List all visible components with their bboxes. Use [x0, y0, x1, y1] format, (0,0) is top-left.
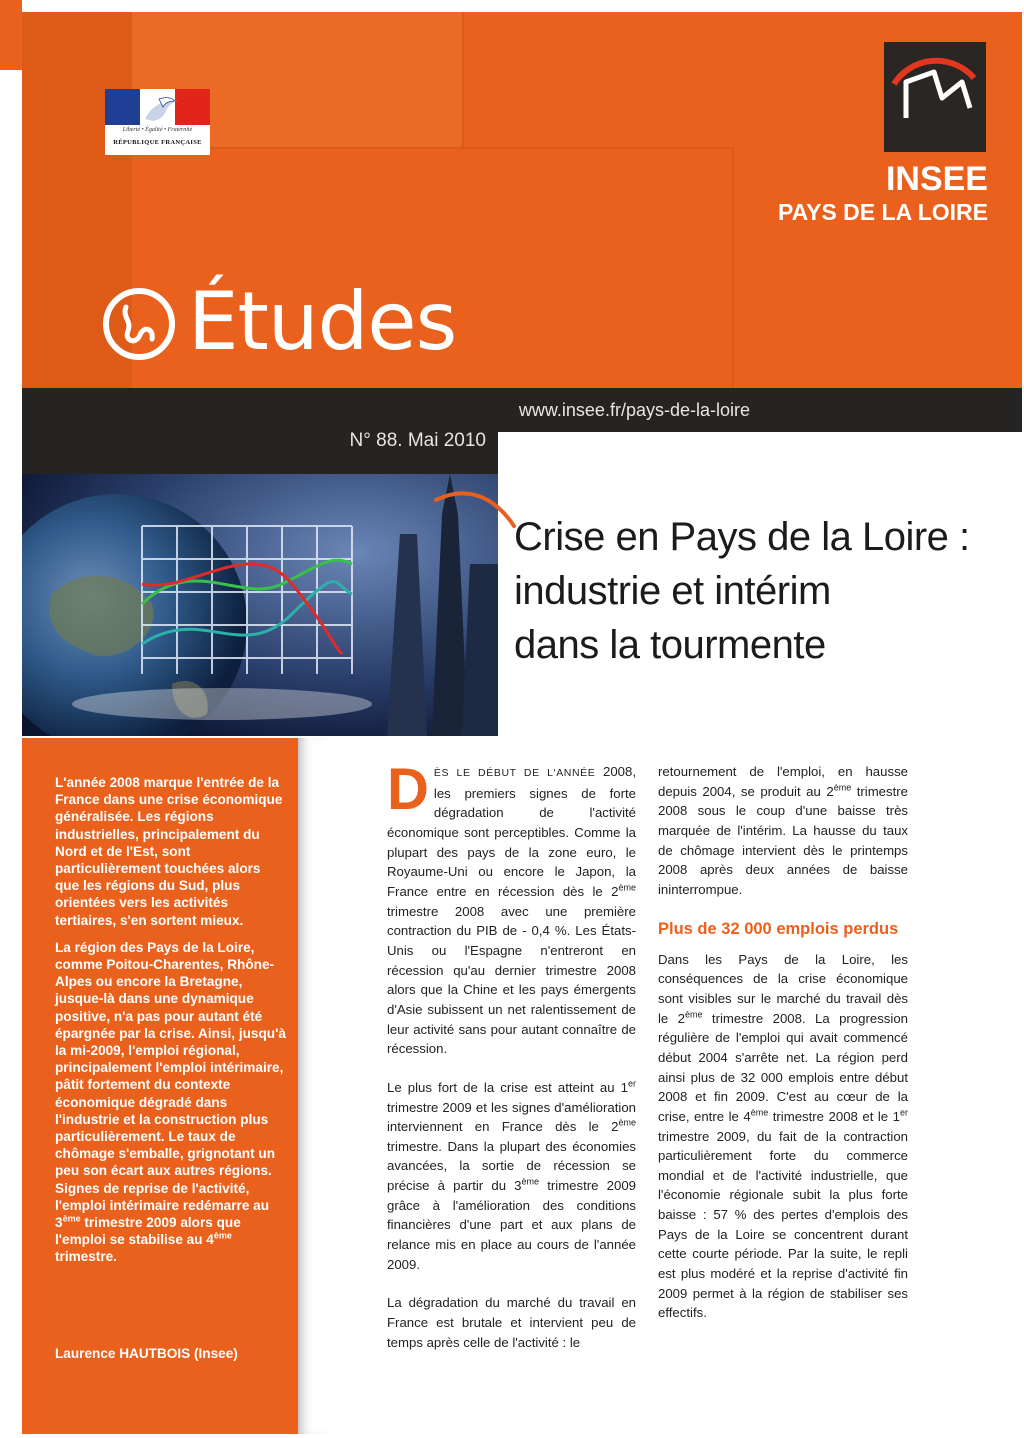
- region-label: PAYS DE LA LOIRE: [777, 199, 988, 225]
- republic-motto: Liberté • Égalité • Fraternité: [122, 127, 193, 133]
- header-divider: [132, 147, 734, 149]
- republic-name: RÉPUBLIQUE FRANÇAISE: [113, 139, 202, 146]
- article-paragraph: DÈS LE DÉBUT DE L'ANNÉE 2008, les premiers signes de forte dégradation de l'activité économique sont perceptibles. Comme la plupart des pays de la zone euro, le Royaume-Uni ou encore le Japon, la France entre en récession dès le 2ème trimestre 2008 avec une première contraction du PIB de - 0,4 %. Les États-Unis ou l'Espagne n'entreront en récession qu'au dernier trimestre 2008 alors que la Chine et les pays émergents d'Asie subissent un net ralentissement de leur activité sans pour autant connaître de récession.: [387, 757, 636, 1057]
- cover-illustration: [22, 474, 498, 736]
- article-paragraph: Dans les Pays de la Loire, les conséquences de la crise économique sont visibles sur le marché du travail dès le 2ème trimestre 2008. La progression régulière de l'emploi qui avait commencé début 2004 s'arrête net. La région perd ainsi plus de 32 000 emplois entre début 2008 et fin 2009. C'est au cœur de la crise, entre le 4ème trimestre 2008 et le 1er trimestre 2009, du fait de la contraction particulièrement forte du commerce mondial et de l'activité industrielle, que l'économie régionale subit la plus forte baisse : 57 % des pertes d'emplois des Pays de la Loire se concentrent durant cette courte période. Par la suite, le repli est plus modéré et la reprise d'activité fin 2009 permet à la région de stabiliser ses effectifs.: [658, 951, 909, 1321]
- insee-label: INSEE: [885, 160, 988, 198]
- corner-tab: [0, 0, 22, 70]
- summary-paragraph: L'année 2008 marque l'entrée de la France dans une crise économique généralisée. Les régions industrielles, principalement du Nord et de l'Est, sont particulièrement touchées alors que les régions du Sud, plus orientées vers les activités tertiaires, s'en sortent mieux.: [55, 775, 283, 928]
- sidebar-shadow: [298, 738, 326, 1434]
- title-arc-icon: [430, 486, 520, 546]
- insee-logo-icon: [884, 42, 986, 152]
- summary-text: [55, 774, 287, 1276]
- article-paragraph: retournement de l'emploi, en hausse depuis 2004, se produit au 2ème trimestre 2008 sous le coup d'une baisse très marquée de l'intérim. La hausse du taux de chômage intervient dès le printemps 2008 après deux années de baisse ininterrompue.: [658, 764, 909, 897]
- article-title: [514, 510, 1014, 672]
- header-divider: [732, 147, 734, 388]
- globe-chart-illustration: [22, 474, 498, 736]
- insee-logo: [884, 42, 986, 152]
- summary-paragraph: La région des Pays de la Loire, comme Poitou-Charentes, Rhône-Alpes ou encore la Bretagne, jusque-là dans une dynamique positive, n'a pas pour autant été épargnée par la crise. Ainsi, jusqu'à la mi-2009, l'emploi régional, principalement l'emploi intérimaire, pâtit fortement du contexte économique dégradé dans l'industrie et la construction plus particulièrement. Le taux de chômage s'emballe, grignotant un peu son écart aux autres régions. Signes de reprise de l'activité, l'emploi intérimaire redémarre au 3ème trimestre 2009 alors que l'emploi se stabilise au 4ème trimestre.: [55, 939, 286, 1265]
- republique-francaise-logo: [105, 89, 210, 155]
- article-column-1: [387, 757, 636, 1371]
- author: Laurence HAUTBOIS (Insee): [55, 1346, 238, 1361]
- title-line: Crise en Pays de la Loire :: [514, 515, 970, 559]
- article-paragraph: La dégradation du marché du travail en France est brutale et intervient peu de temps après celle de l'activité : le: [387, 1295, 636, 1350]
- series-title: Études: [188, 275, 457, 368]
- article-paragraph: Le plus fort de la crise est atteint au 1er trimestre 2009 et les signes d'amélioration interviennent en France dès le 2ème trimestre. Dans la plupart des économies avancées, la sortie de récession se précise à partir du 3ème trimestre 2009 grâce à l'amélioration des conditions financières d'une part et aux plans de relance mis en place au cours de l'année 2009.: [387, 1078, 636, 1272]
- website-link[interactable]: www.insee.fr/pays-de-la-loire: [518, 400, 750, 420]
- drop-cap: D: [387, 757, 429, 822]
- section-heading: Plus de 32 000 emplois perdus: [658, 919, 899, 938]
- etudes-icon: [102, 287, 176, 361]
- title-line: dans la tourmente: [514, 623, 826, 667]
- marianne-icon: [135, 93, 181, 123]
- title-line: industrie et intérim: [514, 569, 831, 613]
- article-column-2: [658, 762, 908, 1342]
- issue-number: N° 88. Mai 2010: [349, 430, 486, 451]
- header-divider: [462, 12, 464, 149]
